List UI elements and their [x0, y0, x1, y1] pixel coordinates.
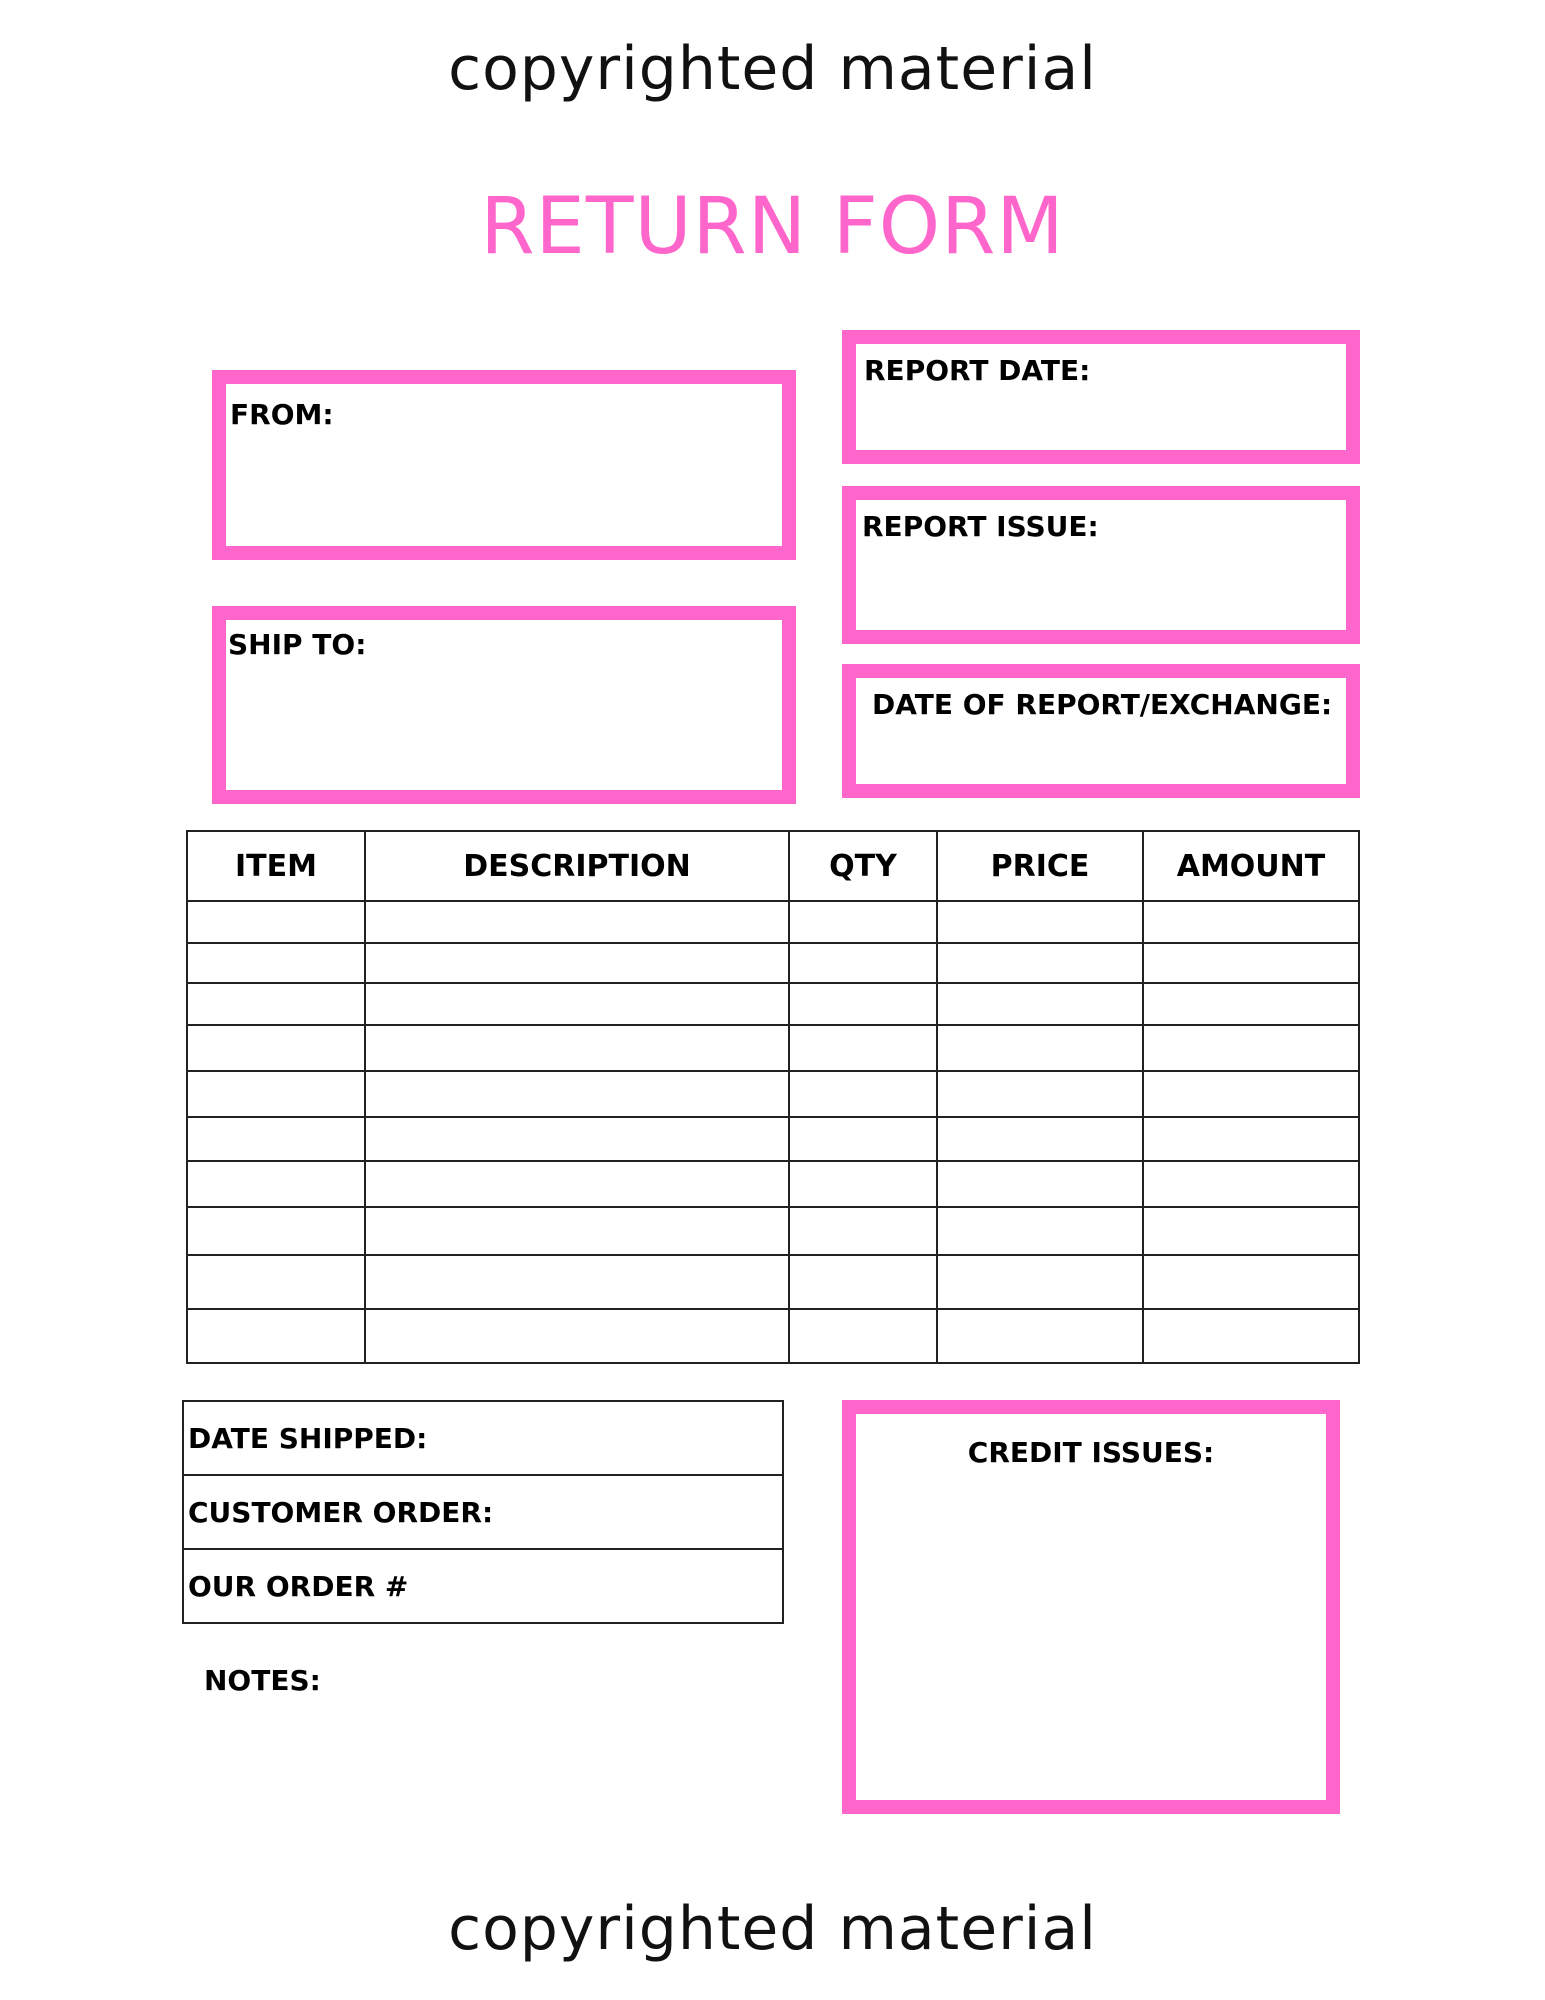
description-cell[interactable] — [365, 943, 789, 983]
qty-cell[interactable] — [789, 1071, 937, 1117]
date-of-report-exchange-label: DATE OF REPORT/EXCHANGE: — [872, 688, 1333, 721]
amount-cell[interactable] — [1143, 1025, 1359, 1071]
item-cell[interactable] — [187, 1255, 365, 1309]
table-row — [187, 1025, 1359, 1071]
price-cell[interactable] — [937, 983, 1143, 1025]
our-order-row[interactable] — [183, 1549, 783, 1623]
price-cell[interactable] — [937, 1309, 1143, 1363]
price-column-header: PRICE — [937, 831, 1143, 901]
table-row — [187, 1161, 1359, 1207]
table-row — [187, 1207, 1359, 1255]
qty-cell[interactable] — [789, 1207, 937, 1255]
qty-cell[interactable] — [789, 1161, 937, 1207]
price-cell[interactable] — [937, 1071, 1143, 1117]
price-cell[interactable] — [937, 1207, 1143, 1255]
from-label: FROM: — [230, 398, 334, 431]
report-date-label: REPORT DATE: — [864, 354, 1091, 387]
customer-order-label: CUSTOMER ORDER: — [183, 1475, 783, 1549]
qty-cell[interactable] — [789, 1025, 937, 1071]
amount-column-header: AMOUNT — [1143, 831, 1359, 901]
description-cell[interactable] — [365, 1071, 789, 1117]
shipping-info-table — [182, 1400, 784, 1624]
item-cell[interactable] — [187, 1071, 365, 1117]
credit-issues-label: CREDIT ISSUES: — [967, 1436, 1215, 1469]
notes-label: NOTES: — [204, 1664, 321, 1697]
item-cell[interactable] — [187, 901, 365, 943]
customer-order-row[interactable] — [183, 1475, 783, 1549]
price-cell[interactable] — [937, 943, 1143, 983]
amount-cell[interactable] — [1143, 1309, 1359, 1363]
report-date-box[interactable] — [842, 330, 1360, 464]
price-cell[interactable] — [937, 1117, 1143, 1161]
qty-cell[interactable] — [789, 1117, 937, 1161]
description-cell[interactable] — [365, 1255, 789, 1309]
amount-cell[interactable] — [1143, 1161, 1359, 1207]
table-row — [187, 901, 1359, 943]
item-cell[interactable] — [187, 1309, 365, 1363]
form-title: RETURN FORM — [480, 182, 1065, 272]
date-of-report-exchange-box[interactable] — [842, 664, 1360, 798]
item-cell[interactable] — [187, 1161, 365, 1207]
copyright-watermark-top: copyrighted material — [448, 34, 1097, 104]
amount-cell[interactable] — [1143, 1255, 1359, 1309]
item-cell[interactable] — [187, 1117, 365, 1161]
description-cell[interactable] — [365, 1309, 789, 1363]
copyright-watermark-bottom: copyrighted material — [448, 1894, 1097, 1964]
item-cell[interactable] — [187, 943, 365, 983]
amount-cell[interactable] — [1143, 983, 1359, 1025]
table-row — [187, 1117, 1359, 1161]
items-table-header-row — [187, 831, 1359, 901]
amount-cell[interactable] — [1143, 901, 1359, 943]
description-cell[interactable] — [365, 1207, 789, 1255]
price-cell[interactable] — [937, 1025, 1143, 1071]
item-column-header: ITEM — [187, 831, 365, 901]
description-cell[interactable] — [365, 1117, 789, 1161]
description-cell[interactable] — [365, 1161, 789, 1207]
qty-column-header: QTY — [789, 831, 937, 901]
table-row — [187, 983, 1359, 1025]
amount-cell[interactable] — [1143, 1207, 1359, 1255]
table-row — [187, 1071, 1359, 1117]
items-table-body — [187, 901, 1359, 1363]
qty-cell[interactable] — [789, 901, 937, 943]
item-cell[interactable] — [187, 1025, 365, 1071]
qty-cell[interactable] — [789, 1255, 937, 1309]
description-cell[interactable] — [365, 901, 789, 943]
price-cell[interactable] — [937, 1161, 1143, 1207]
items-table — [186, 830, 1360, 1364]
table-row — [187, 1309, 1359, 1363]
amount-cell[interactable] — [1143, 1071, 1359, 1117]
description-column-header: DESCRIPTION — [365, 831, 789, 901]
amount-cell[interactable] — [1143, 943, 1359, 983]
table-row — [187, 943, 1359, 983]
date-shipped-row[interactable] — [183, 1401, 783, 1475]
ship-to-label: SHIP TO: — [228, 628, 367, 661]
qty-cell[interactable] — [789, 1309, 937, 1363]
item-cell[interactable] — [187, 1207, 365, 1255]
qty-cell[interactable] — [789, 983, 937, 1025]
report-issue-label: REPORT ISSUE: — [862, 510, 1099, 543]
item-cell[interactable] — [187, 983, 365, 1025]
date-shipped-label: DATE SHIPPED: — [183, 1401, 783, 1475]
price-cell[interactable] — [937, 901, 1143, 943]
description-cell[interactable] — [365, 983, 789, 1025]
table-row — [187, 1255, 1359, 1309]
qty-cell[interactable] — [789, 943, 937, 983]
description-cell[interactable] — [365, 1025, 789, 1071]
our-order-label: OUR ORDER # — [183, 1549, 783, 1623]
price-cell[interactable] — [937, 1255, 1143, 1309]
amount-cell[interactable] — [1143, 1117, 1359, 1161]
